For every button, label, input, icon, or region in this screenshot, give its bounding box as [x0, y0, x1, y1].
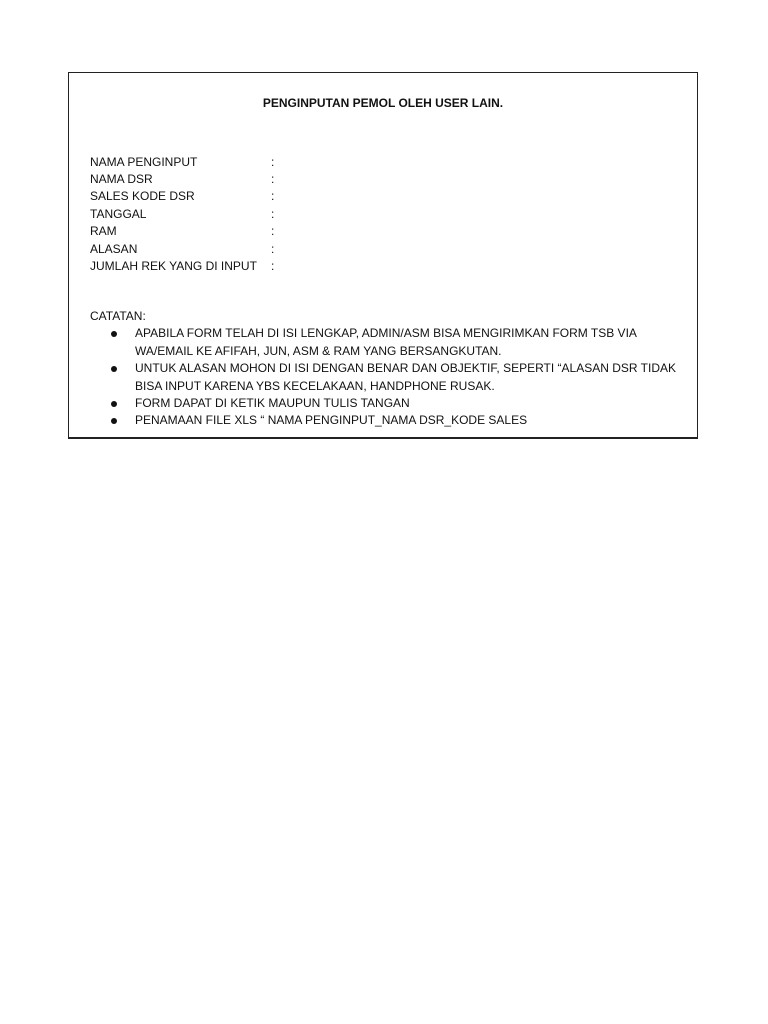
field-label: NAMA DSR: [90, 172, 153, 187]
field-separator: :: [271, 224, 275, 239]
field-row-alasan: [90, 240, 670, 257]
notes-section: [90, 308, 690, 430]
document-title: PENGINPUTAN PEMOL OLEH USER LAIN.: [262, 96, 504, 110]
form-fields: [90, 153, 670, 275]
bullet-icon: [111, 418, 117, 424]
field-label: JUMLAH REK YANG DI INPUT: [90, 259, 257, 274]
field-separator: :: [271, 154, 275, 169]
field-label: ALASAN: [90, 241, 138, 256]
notes-heading: CATATAN:: [90, 309, 146, 323]
note-text: PENAMAAN FILE XLS “ NAMA PENGINPUT_NAMA DSR_KODE SALES: [135, 413, 528, 428]
field-label: NAMA PENGINPUT: [90, 154, 198, 169]
note-text: APABILA FORM TELAH DI ISI LENGKAP, ADMIN/ASM BISA MENGIRIMKAN FORM TSB VIA WA/EMAIL KE AFIFAH, JUN, ASM & RAM YANG BERSANGKUTAN.: [135, 326, 637, 358]
field-label: SALES KODE DSR: [90, 189, 195, 204]
field-separator: :: [271, 259, 275, 274]
bullet-icon: [111, 331, 117, 337]
field-separator: :: [271, 189, 275, 204]
field-label: RAM: [90, 224, 117, 239]
field-separator: :: [271, 241, 275, 256]
bullet-icon: [111, 401, 117, 407]
bullet-icon: [111, 366, 117, 372]
field-separator: :: [271, 172, 275, 187]
field-row-nama-dsr: [90, 170, 670, 187]
list-item: [90, 325, 680, 360]
note-text: FORM DAPAT DI KETIK MAUPUN TULIS TANGAN: [135, 396, 410, 411]
field-label: TANGGAL: [90, 206, 147, 221]
list-item: [90, 395, 680, 412]
form-document: [68, 72, 698, 439]
list-item: [90, 412, 680, 429]
field-row-ram: [90, 223, 670, 240]
field-row-nama-penginput: [90, 153, 670, 170]
notes-list: [90, 325, 690, 429]
field-row-sales-kode-dsr: [90, 188, 670, 205]
field-row-tanggal: [90, 205, 670, 222]
field-separator: :: [271, 206, 275, 221]
note-text: UNTUK ALASAN MOHON DI ISI DENGAN BENAR DAN OBJEKTIF, SEPERTI “ALASAN DSR TIDAK BISA INPUT KARENA YBS KECELAKAAN, HANDPHONE RUSAK.: [135, 361, 677, 393]
list-item: [90, 360, 680, 395]
field-row-jumlah-rek: [90, 257, 670, 274]
